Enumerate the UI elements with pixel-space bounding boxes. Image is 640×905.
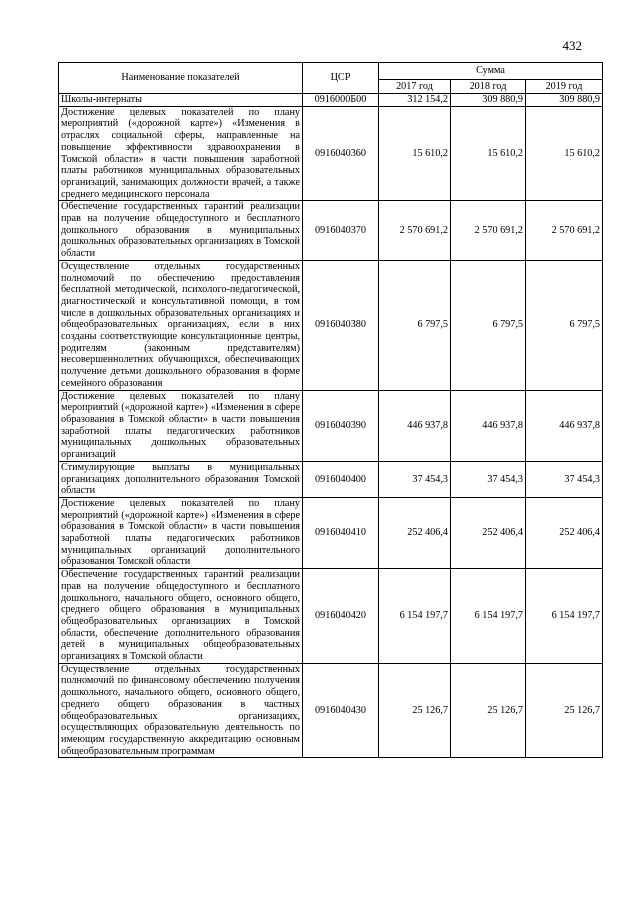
header-sum: Сумма: [379, 63, 603, 80]
row-value-2017: 6 797,5: [379, 260, 451, 390]
table-row: [59, 94, 603, 107]
row-name: Осуществление отдельных государственных полномочий по обеспечению предоставления бесплатной методической, психолого-педагогической, диагностической и консультативной помощи, в том числе в дошкольных образовательных организациях и общеобразовательных организациях, если в них созданы соответствующие консультационные центры, родителям (законным представителям) несовершеннолетних обучающихся, обеспечивающих получение детьми дошкольного образования в форме семейного образования: [59, 260, 303, 390]
header-year-2019: 2019 год: [526, 80, 603, 94]
row-value-2019: 309 880,9: [526, 94, 603, 107]
row-value-2018: 6 797,5: [451, 260, 526, 390]
row-value-2019: 252 406,4: [526, 497, 603, 568]
row-value-2017: 15 610,2: [379, 106, 451, 201]
row-value-2017: 312 154,2: [379, 94, 451, 107]
row-name: Осуществление отдельных государственных полномочий по финансовому обеспечению получения дошкольного, начального общего, основного общего, среднего общего образования в частных общеобразовательных организациях, осуществляющих образовательную деятельность по имеющим государственную аккредитацию основным общеобразовательным программам: [59, 663, 303, 758]
row-name: Обеспечение государственных гарантий реализации прав на получение общедоступного и бесплатного дошкольного, начального общего, основного общего, среднего общего образования в муниципальных общеобразовательных организациях в Томской области, обеспечение дополнительного образования детей в муниципальных общеобразовательных организациях в Томской области: [59, 569, 303, 664]
page-number: 432: [562, 38, 582, 53]
row-value-2018: 6 154 197,7: [451, 569, 526, 664]
row-value-2019: 37 454,3: [526, 461, 603, 497]
row-name: Обеспечение государственных гарантий реализации прав на получение общедоступного и бесплатного дошкольного образования в муниципальных дошкольных образовательных организациях в Томской области: [59, 201, 303, 261]
row-value-2017: 37 454,3: [379, 461, 451, 497]
row-value-2019: 6 797,5: [526, 260, 603, 390]
row-value-2018: 309 880,9: [451, 94, 526, 107]
row-value-2018: 252 406,4: [451, 497, 526, 568]
row-value-2019: 25 126,7: [526, 663, 603, 758]
row-value-2019: 446 937,8: [526, 390, 603, 461]
table-row: [59, 260, 603, 390]
row-name: Достижение целевых показателей по плану мероприятий («дорожной карте») «Изменения в сфере образования в Томской области» в части повышения заработной платы педагогических работников муниципальных организаций дополнительного образования Томской области: [59, 497, 303, 568]
row-csr: 0916040420: [303, 569, 379, 664]
row-value-2019: 15 610,2: [526, 106, 603, 201]
table-row: [59, 201, 603, 261]
row-csr: 0916040400: [303, 461, 379, 497]
row-value-2018: 2 570 691,2: [451, 201, 526, 261]
row-name: Достижение целевых показателей по плану мероприятий («дорожной карте») «Изменения в отраслях социальной сферы, направленные на повышение эффективности здравоохранения в Томской области» в части повышения заработной платы работников муниципальных образовательных организаций, занимающих должности врачей, а также среднего медицинского персонала: [59, 106, 303, 201]
row-csr: 0916040360: [303, 106, 379, 201]
row-name: Стимулирующие выплаты в муниципальных организациях дополнительного образования Томской области: [59, 461, 303, 497]
row-value-2017: 446 937,8: [379, 390, 451, 461]
header-name: Наименование показателей: [59, 63, 303, 94]
row-value-2018: 25 126,7: [451, 663, 526, 758]
row-csr: 0916040370: [303, 201, 379, 261]
header-year-2018: 2018 год: [451, 80, 526, 94]
row-csr: 0916040410: [303, 497, 379, 568]
row-name: Достижение целевых показателей по плану мероприятий («дорожной карте») «Изменения в сфере образования в Томской области» в части повышения заработной платы педагогических работников муниципальных дошкольных образовательных организаций: [59, 390, 303, 461]
row-csr: 0916040390: [303, 390, 379, 461]
row-value-2019: 6 154 197,7: [526, 569, 603, 664]
table-row: [59, 390, 603, 461]
table-row: [59, 663, 603, 758]
row-value-2018: 37 454,3: [451, 461, 526, 497]
row-value-2017: 6 154 197,7: [379, 569, 451, 664]
budget-table: [58, 62, 603, 758]
row-value-2017: 252 406,4: [379, 497, 451, 568]
row-csr: 0916000Б00: [303, 94, 379, 107]
header-year-2017: 2017 год: [379, 80, 451, 94]
row-name: Школы-интернаты: [59, 94, 303, 107]
table-row: [59, 461, 603, 497]
row-csr: 0916040380: [303, 260, 379, 390]
row-value-2018: 15 610,2: [451, 106, 526, 201]
table-row: [59, 106, 603, 201]
row-value-2017: 25 126,7: [379, 663, 451, 758]
row-value-2019: 2 570 691,2: [526, 201, 603, 261]
row-value-2018: 446 937,8: [451, 390, 526, 461]
row-csr: 0916040430: [303, 663, 379, 758]
table-row: [59, 497, 603, 568]
header-csr: ЦСР: [303, 63, 379, 94]
table-row: [59, 569, 603, 664]
table-header: [59, 63, 603, 94]
row-value-2017: 2 570 691,2: [379, 201, 451, 261]
